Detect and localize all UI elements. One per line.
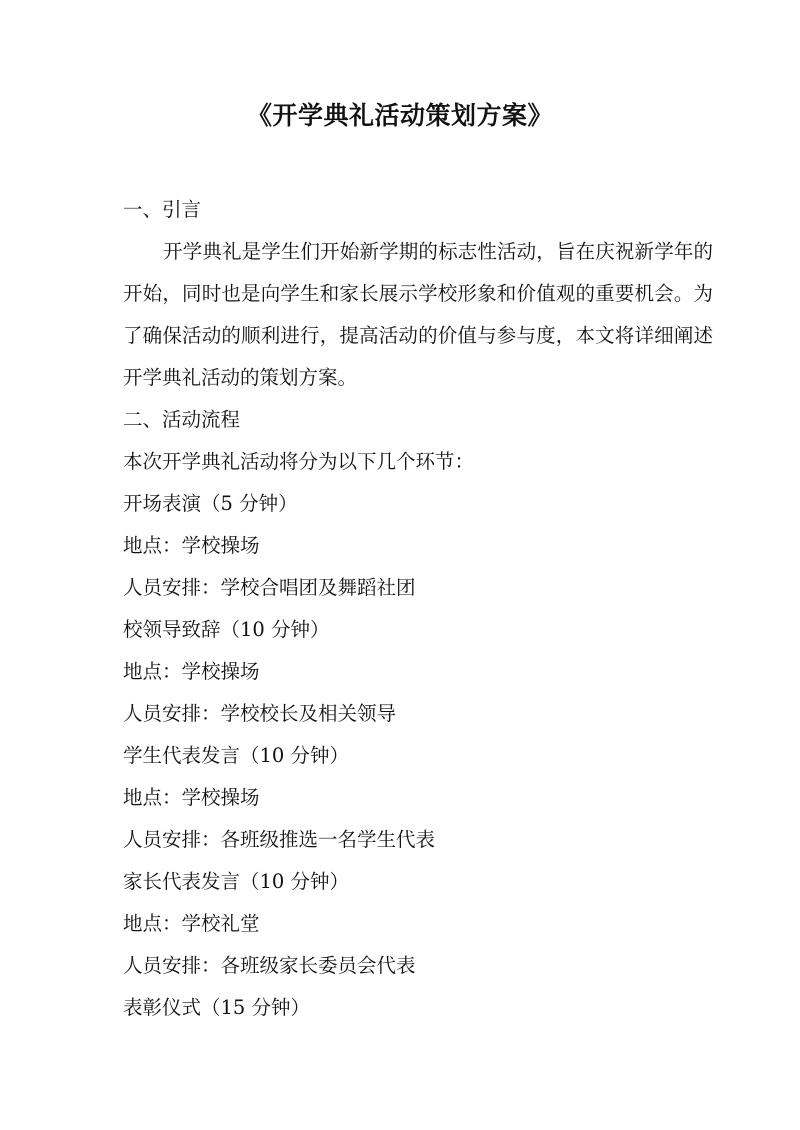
- segment-name: 表彰仪式（15 分钟）: [123, 996, 311, 1019]
- segment-location: 地点：学校操场: [123, 534, 260, 557]
- segment-name: 家长代表发言（10 分钟）: [123, 870, 350, 893]
- segment-location: 地点：学校礼堂: [123, 912, 260, 935]
- segment-name: 开场表演（5 分钟）: [123, 492, 298, 515]
- segment-name: 校领导致辞（10 分钟）: [123, 618, 330, 641]
- segment-staff: 人员安排：各班级家长委员会代表: [123, 954, 416, 977]
- section-heading-intro: 一、引言: [123, 198, 202, 221]
- segment-staff: 人员安排：学校合唱团及舞蹈社团: [123, 576, 416, 599]
- segment-staff: 人员安排：学校校长及相关领导: [123, 702, 397, 725]
- document-title: 《开学典礼活动策划方案》: [246, 101, 553, 130]
- flow-intro: 本次开学典礼活动将分为以下几个环节：: [123, 450, 475, 473]
- segment-name: 学生代表发言（10 分钟）: [123, 744, 350, 767]
- segment-location: 地点：学校操场: [123, 786, 260, 809]
- segment-staff: 人员安排：各班级推选一名学生代表: [123, 828, 436, 851]
- document-body: [123, 189, 713, 1029]
- intro-paragraph: 开学典礼是学生们开始新学期的标志性活动，旨在庆祝新学年的开始，同时也是向学生和家长展示学校形象和价值观的重要机会。为了确保活动的顺利进行，提高活动的价值与参与度，本文将详细阐述开学典礼活动的策划方案。: [123, 240, 713, 389]
- segment-location: 地点：学校操场: [123, 660, 260, 683]
- section-heading-flow: 二、活动流程: [123, 408, 241, 431]
